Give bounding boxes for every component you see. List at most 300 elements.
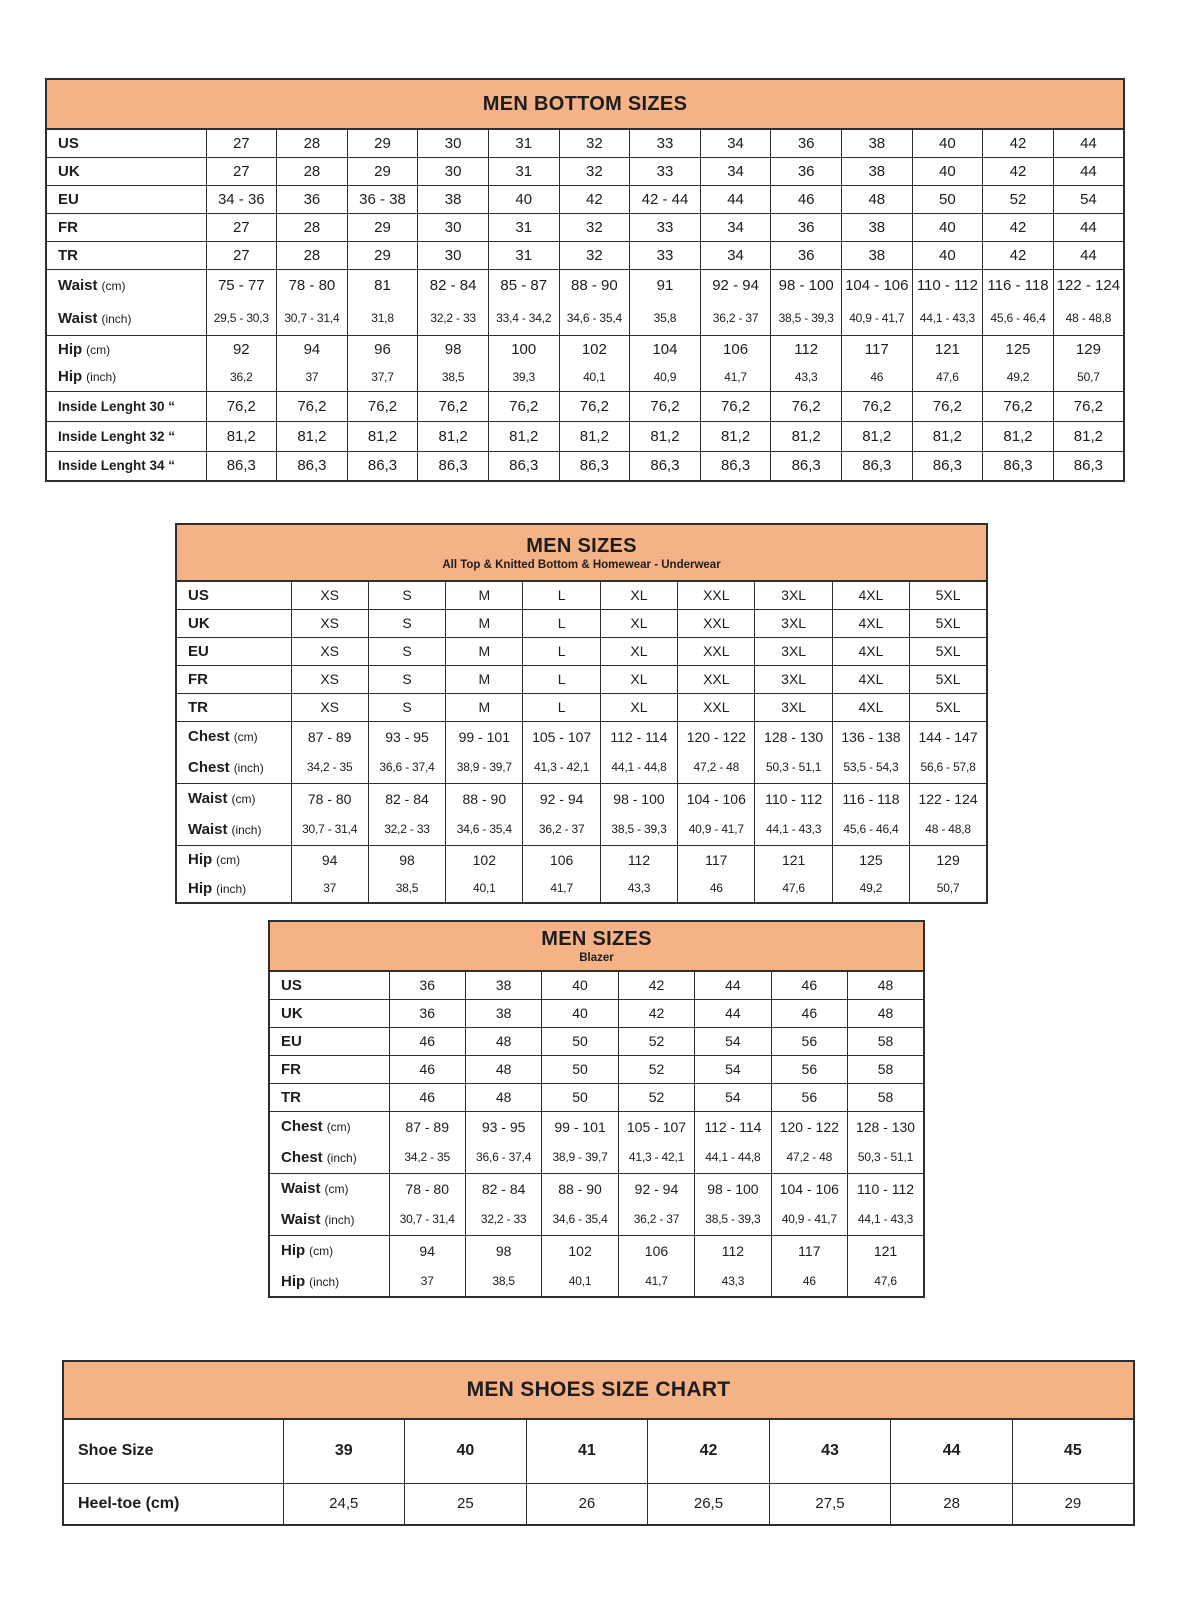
size-value: 38,5 [465,1266,541,1297]
size-value: 5XL [910,665,987,693]
size-value: L [523,665,600,693]
size-value: 44 [891,1419,1013,1483]
size-value: 27,5 [769,1483,891,1525]
size-value: S [368,637,445,665]
size-value: 86,3 [277,451,348,481]
row-label [46,241,206,269]
row-label-text: Waist [281,1180,321,1198]
size-value: M [446,637,523,665]
size-value: S [368,581,445,609]
men-bottom-sizes-table [45,78,1125,482]
size-value: 76,2 [277,391,348,421]
size-value: 38,5 - 39,3 [600,814,677,845]
size-value: 41,3 - 42,1 [618,1142,694,1173]
size-value: 29,5 - 30,3 [206,302,277,335]
men-blazer-sizes-table [268,920,925,1298]
size-value: 5XL [910,609,987,637]
size-value: 44,1 - 43,3 [848,1204,924,1235]
size-value: 81,2 [488,421,559,451]
row-label-text: Inside Lenght 32 “ [58,428,176,444]
size-value: 37 [277,363,348,391]
row-label [46,129,206,157]
row-label-text: Hip [281,1272,306,1290]
size-value: 48 - 48,8 [1053,302,1124,335]
size-value: 94 [291,845,368,874]
size-value: 44,1 - 43,3 [912,302,983,335]
size-value: 35,8 [630,302,701,335]
size-value: 120 - 122 [771,1111,847,1142]
row-label-unit: (inch) [324,1212,355,1227]
size-value: 106 [523,845,600,874]
size-value: 40,9 - 41,7 [678,814,755,845]
row-label-unit: (inch) [86,370,117,385]
size-value: 27 [206,157,277,185]
size-value: 40,1 [559,363,630,391]
size-value: 46 [771,999,847,1027]
size-value: 30,7 - 31,4 [277,302,348,335]
size-value: 40,9 - 41,7 [771,1204,847,1235]
size-value: 30 [418,129,489,157]
size-value: 38 [418,185,489,213]
size-value: 85 - 87 [488,269,559,302]
size-value: XS [291,693,368,721]
row-label-text: Waist [188,820,228,838]
row-label [46,421,206,451]
table-row [46,391,1124,421]
size-value: 36 [771,213,842,241]
size-value: 36,2 [206,363,277,391]
size-value: 87 - 89 [291,721,368,752]
size-value: XL [600,609,677,637]
size-value: 27 [206,241,277,269]
size-value: 56 [771,1055,847,1083]
size-value: 36 [277,185,348,213]
row-label-text: FR [58,218,78,236]
size-value: 120 - 122 [678,721,755,752]
size-value: 58 [848,1027,924,1055]
row-label [63,1419,283,1483]
size-value: 76,2 [206,391,277,421]
size-value: M [446,609,523,637]
row-label [46,302,206,335]
table-row [176,609,987,637]
size-value: 98 [418,335,489,363]
size-value: 82 - 84 [465,1173,541,1204]
size-value: XL [600,665,677,693]
size-value: 24,5 [283,1483,405,1525]
size-value: 52 [618,1055,694,1083]
size-value: 30 [418,213,489,241]
size-value: 128 - 130 [848,1111,924,1142]
size-value: 98 - 100 [600,783,677,814]
size-value: 36 [771,157,842,185]
size-value: 53,5 - 54,3 [832,752,909,783]
table-row [269,1235,924,1266]
size-value: 93 - 95 [465,1111,541,1142]
size-value: 40,1 [446,874,523,903]
size-value: 81,2 [347,421,418,451]
size-value: 96 [347,335,418,363]
size-value: 47,2 - 48 [678,752,755,783]
size-value: 58 [848,1083,924,1111]
size-value: 5XL [910,581,987,609]
size-value: 38,9 - 39,7 [446,752,523,783]
row-label [176,609,291,637]
size-value: 46 [678,874,755,903]
size-value: 32 [559,241,630,269]
size-value: 40 [542,999,618,1027]
size-value: XS [291,665,368,693]
size-value: 46 [771,971,847,999]
size-value: 52 [618,1083,694,1111]
table-row [176,752,987,783]
size-value: 99 - 101 [542,1111,618,1142]
size-value: 33 [630,157,701,185]
size-value: 45,6 - 46,4 [983,302,1054,335]
size-value: 42 [559,185,630,213]
row-label [46,213,206,241]
size-value: 48 - 48,8 [910,814,987,845]
size-value: 121 [755,845,832,874]
size-value: 36,2 - 37 [618,1204,694,1235]
size-value: 40 [912,157,983,185]
size-value: 3XL [755,693,832,721]
size-value: 32,2 - 33 [465,1204,541,1235]
table-row [46,129,1124,157]
size-value: XXL [678,609,755,637]
size-value: 105 - 107 [618,1111,694,1142]
size-value: 34 [700,213,771,241]
table-header [269,921,924,971]
row-label [63,1483,283,1525]
table-row [46,451,1124,481]
row-label [269,1204,389,1235]
table-row [46,302,1124,335]
size-value: 34 [700,129,771,157]
table-row [269,1055,924,1083]
size-value: 3XL [755,637,832,665]
size-value: 25 [405,1483,527,1525]
table-row [269,1083,924,1111]
size-value: 44 [1053,129,1124,157]
size-value: 28 [277,157,348,185]
size-value: 48 [848,999,924,1027]
table-header [176,524,987,581]
size-value: 86,3 [559,451,630,481]
table-row [63,1483,1134,1525]
row-label-text: TR [58,246,78,264]
size-value: 112 [771,335,842,363]
size-value: 110 - 112 [848,1173,924,1204]
size-value: 31 [488,157,559,185]
row-label [46,391,206,421]
size-value: 81,2 [559,421,630,451]
size-value: 78 - 80 [389,1173,465,1204]
size-value: 86,3 [347,451,418,481]
size-value: 105 - 107 [523,721,600,752]
table-row [46,421,1124,451]
size-value: 81,2 [983,421,1054,451]
row-label [46,185,206,213]
size-value: 91 [630,269,701,302]
size-value: 50 [542,1055,618,1083]
size-value: 50 [912,185,983,213]
size-value: 87 - 89 [389,1111,465,1142]
size-value: 40 [912,213,983,241]
row-label [269,999,389,1027]
size-value: 46 [389,1055,465,1083]
size-value: 56 [771,1027,847,1055]
size-value: 48 [841,185,912,213]
row-label-text: US [188,586,209,604]
size-value: 34,6 - 35,4 [542,1204,618,1235]
row-label-text: UK [58,162,80,180]
size-value: 31,8 [347,302,418,335]
size-value: 128 - 130 [755,721,832,752]
size-value: 54 [695,1055,771,1083]
size-value: 48 [465,1083,541,1111]
size-value: 50,7 [1053,363,1124,391]
size-value: 102 [559,335,630,363]
size-value: XL [600,581,677,609]
row-label-unit: (inch) [231,822,262,837]
row-label [176,783,291,814]
size-value: 5XL [910,693,987,721]
row-label-text: Hip [58,368,83,386]
row-label-text: US [58,134,79,152]
row-label-text: UK [281,1004,303,1022]
row-label [176,721,291,752]
size-value: 29 [347,241,418,269]
size-value: 98 [465,1235,541,1266]
size-value: 30 [418,157,489,185]
table-row [176,721,987,752]
size-value: 36 [771,129,842,157]
size-value: 112 [600,845,677,874]
size-value: XL [600,693,677,721]
size-value: 54 [1053,185,1124,213]
table-row [269,1266,924,1297]
size-value: 46 [771,185,842,213]
size-value: XXL [678,693,755,721]
size-value: 31 [488,241,559,269]
size-value: 31 [488,213,559,241]
size-value: 42 [618,971,694,999]
table-title: MEN SHOES SIZE CHART [466,1378,731,1401]
size-value: 29 [347,213,418,241]
size-value: 86,3 [630,451,701,481]
row-label-text: Chest [188,728,230,746]
size-value: 38,5 - 39,3 [695,1204,771,1235]
size-value: 104 - 106 [771,1173,847,1204]
size-value: 41,7 [523,874,600,903]
table-row [46,213,1124,241]
size-value: XS [291,609,368,637]
row-label-text: Chest [281,1148,323,1166]
row-label [269,1055,389,1083]
table-title: MEN SIZES [526,534,637,557]
size-value: 40,1 [542,1266,618,1297]
row-label [176,845,291,874]
size-value: XXL [678,665,755,693]
size-value: 48 [848,971,924,999]
row-label-text: Heel-toe (cm) [78,1494,180,1512]
size-value: M [446,665,523,693]
size-value: 50,7 [910,874,987,903]
size-value: 40 [405,1419,527,1483]
size-value: 45 [1012,1419,1134,1483]
size-value: 36,2 - 37 [523,814,600,845]
size-value: 39,3 [488,363,559,391]
row-label [46,363,206,391]
size-value: 36 [389,971,465,999]
size-value: 44 [1053,157,1124,185]
size-value: 76,2 [912,391,983,421]
size-value: 58 [848,1055,924,1083]
row-label-text: EU [188,642,209,660]
size-value: 29 [1012,1483,1134,1525]
size-value: 42 [983,129,1054,157]
size-value: 3XL [755,665,832,693]
size-value: 102 [446,845,523,874]
size-value: 50 [542,1027,618,1055]
size-value: 32 [559,157,630,185]
size-value: 34,6 - 35,4 [559,302,630,335]
size-value: 43,3 [771,363,842,391]
row-label-unit: (cm) [326,1120,351,1135]
size-value: 33,4 - 34,2 [488,302,559,335]
table-row [176,693,987,721]
size-value: 27 [206,129,277,157]
row-label [269,1173,389,1204]
size-value: 40 [542,971,618,999]
size-value: S [368,693,445,721]
row-label-unit: (cm) [86,342,111,357]
row-label [176,637,291,665]
size-value: 41,7 [700,363,771,391]
row-label-text: US [281,976,302,994]
size-value: 122 - 124 [1053,269,1124,302]
row-label [176,581,291,609]
size-value: 56 [771,1083,847,1111]
size-value: 54 [695,1083,771,1111]
size-value: 112 - 114 [600,721,677,752]
table-row [46,269,1124,302]
row-label-text: Hip [58,340,83,358]
size-value: 38 [465,999,541,1027]
table-row [176,665,987,693]
size-value: 100 [488,335,559,363]
size-value: 40 [912,241,983,269]
size-value: 46 [389,1027,465,1055]
size-value: M [446,581,523,609]
size-value: 36,2 - 37 [700,302,771,335]
size-value: 4XL [832,693,909,721]
size-value: 34 - 36 [206,185,277,213]
table-row [176,783,987,814]
row-label [46,157,206,185]
size-value: 42 - 44 [630,185,701,213]
row-label-text: Inside Lenght 34 “ [58,458,176,474]
table-header [46,79,1124,129]
size-value: 121 [912,335,983,363]
size-value: 98 - 100 [771,269,842,302]
size-value: 110 - 112 [912,269,983,302]
row-label-unit: (inch) [309,1274,340,1289]
size-value: 38 [841,213,912,241]
size-value: 47,6 [755,874,832,903]
size-value: 37,7 [347,363,418,391]
size-value: 50,3 - 51,1 [848,1142,924,1173]
size-value: 42 [983,157,1054,185]
size-value: 86,3 [488,451,559,481]
size-value: 38,9 - 39,7 [542,1142,618,1173]
size-value: 45,6 - 46,4 [832,814,909,845]
size-value: 42 [983,241,1054,269]
size-value: 81,2 [630,421,701,451]
size-value: 28 [891,1483,1013,1525]
size-value: 76,2 [418,391,489,421]
size-value: 86,3 [983,451,1054,481]
size-value: 38 [841,129,912,157]
size-value: 49,2 [832,874,909,903]
size-value: 117 [678,845,755,874]
men-tops-sizes-table [175,523,988,904]
size-value: 30,7 - 31,4 [389,1204,465,1235]
size-value: 76,2 [1053,391,1124,421]
size-value: 78 - 80 [277,269,348,302]
size-value: 76,2 [771,391,842,421]
size-value: 56,6 - 57,8 [910,752,987,783]
size-value: 29 [347,157,418,185]
table-row [269,1142,924,1173]
size-value: 40,9 - 41,7 [841,302,912,335]
size-value: 129 [910,845,987,874]
size-value: 36,6 - 37,4 [465,1142,541,1173]
size-value: 5XL [910,637,987,665]
row-label-text: EU [58,190,79,208]
size-value: 76,2 [700,391,771,421]
size-value: 26,5 [648,1483,770,1525]
row-label [176,814,291,845]
size-value: 106 [700,335,771,363]
size-value: 102 [542,1235,618,1266]
size-value: 44,1 - 43,3 [755,814,832,845]
row-label-text: Waist [188,790,228,808]
size-value: 76,2 [488,391,559,421]
row-label [269,1142,389,1173]
size-value: 38,5 [418,363,489,391]
size-value: 32 [559,129,630,157]
row-label [176,665,291,693]
table-row [269,1204,924,1235]
row-label-text: UK [188,614,210,632]
men-shoes-size-table [62,1360,1135,1526]
table-row [176,581,987,609]
size-value: 31 [488,129,559,157]
size-value: 92 - 94 [523,783,600,814]
size-value: 46 [841,363,912,391]
size-value: 42 [618,999,694,1027]
size-value: 44 [695,999,771,1027]
row-label [269,971,389,999]
table-row [269,1027,924,1055]
size-value: 44,1 - 44,8 [600,752,677,783]
size-value: S [368,609,445,637]
row-label-unit: (cm) [101,279,126,294]
size-value: 81,2 [206,421,277,451]
size-value: L [523,609,600,637]
